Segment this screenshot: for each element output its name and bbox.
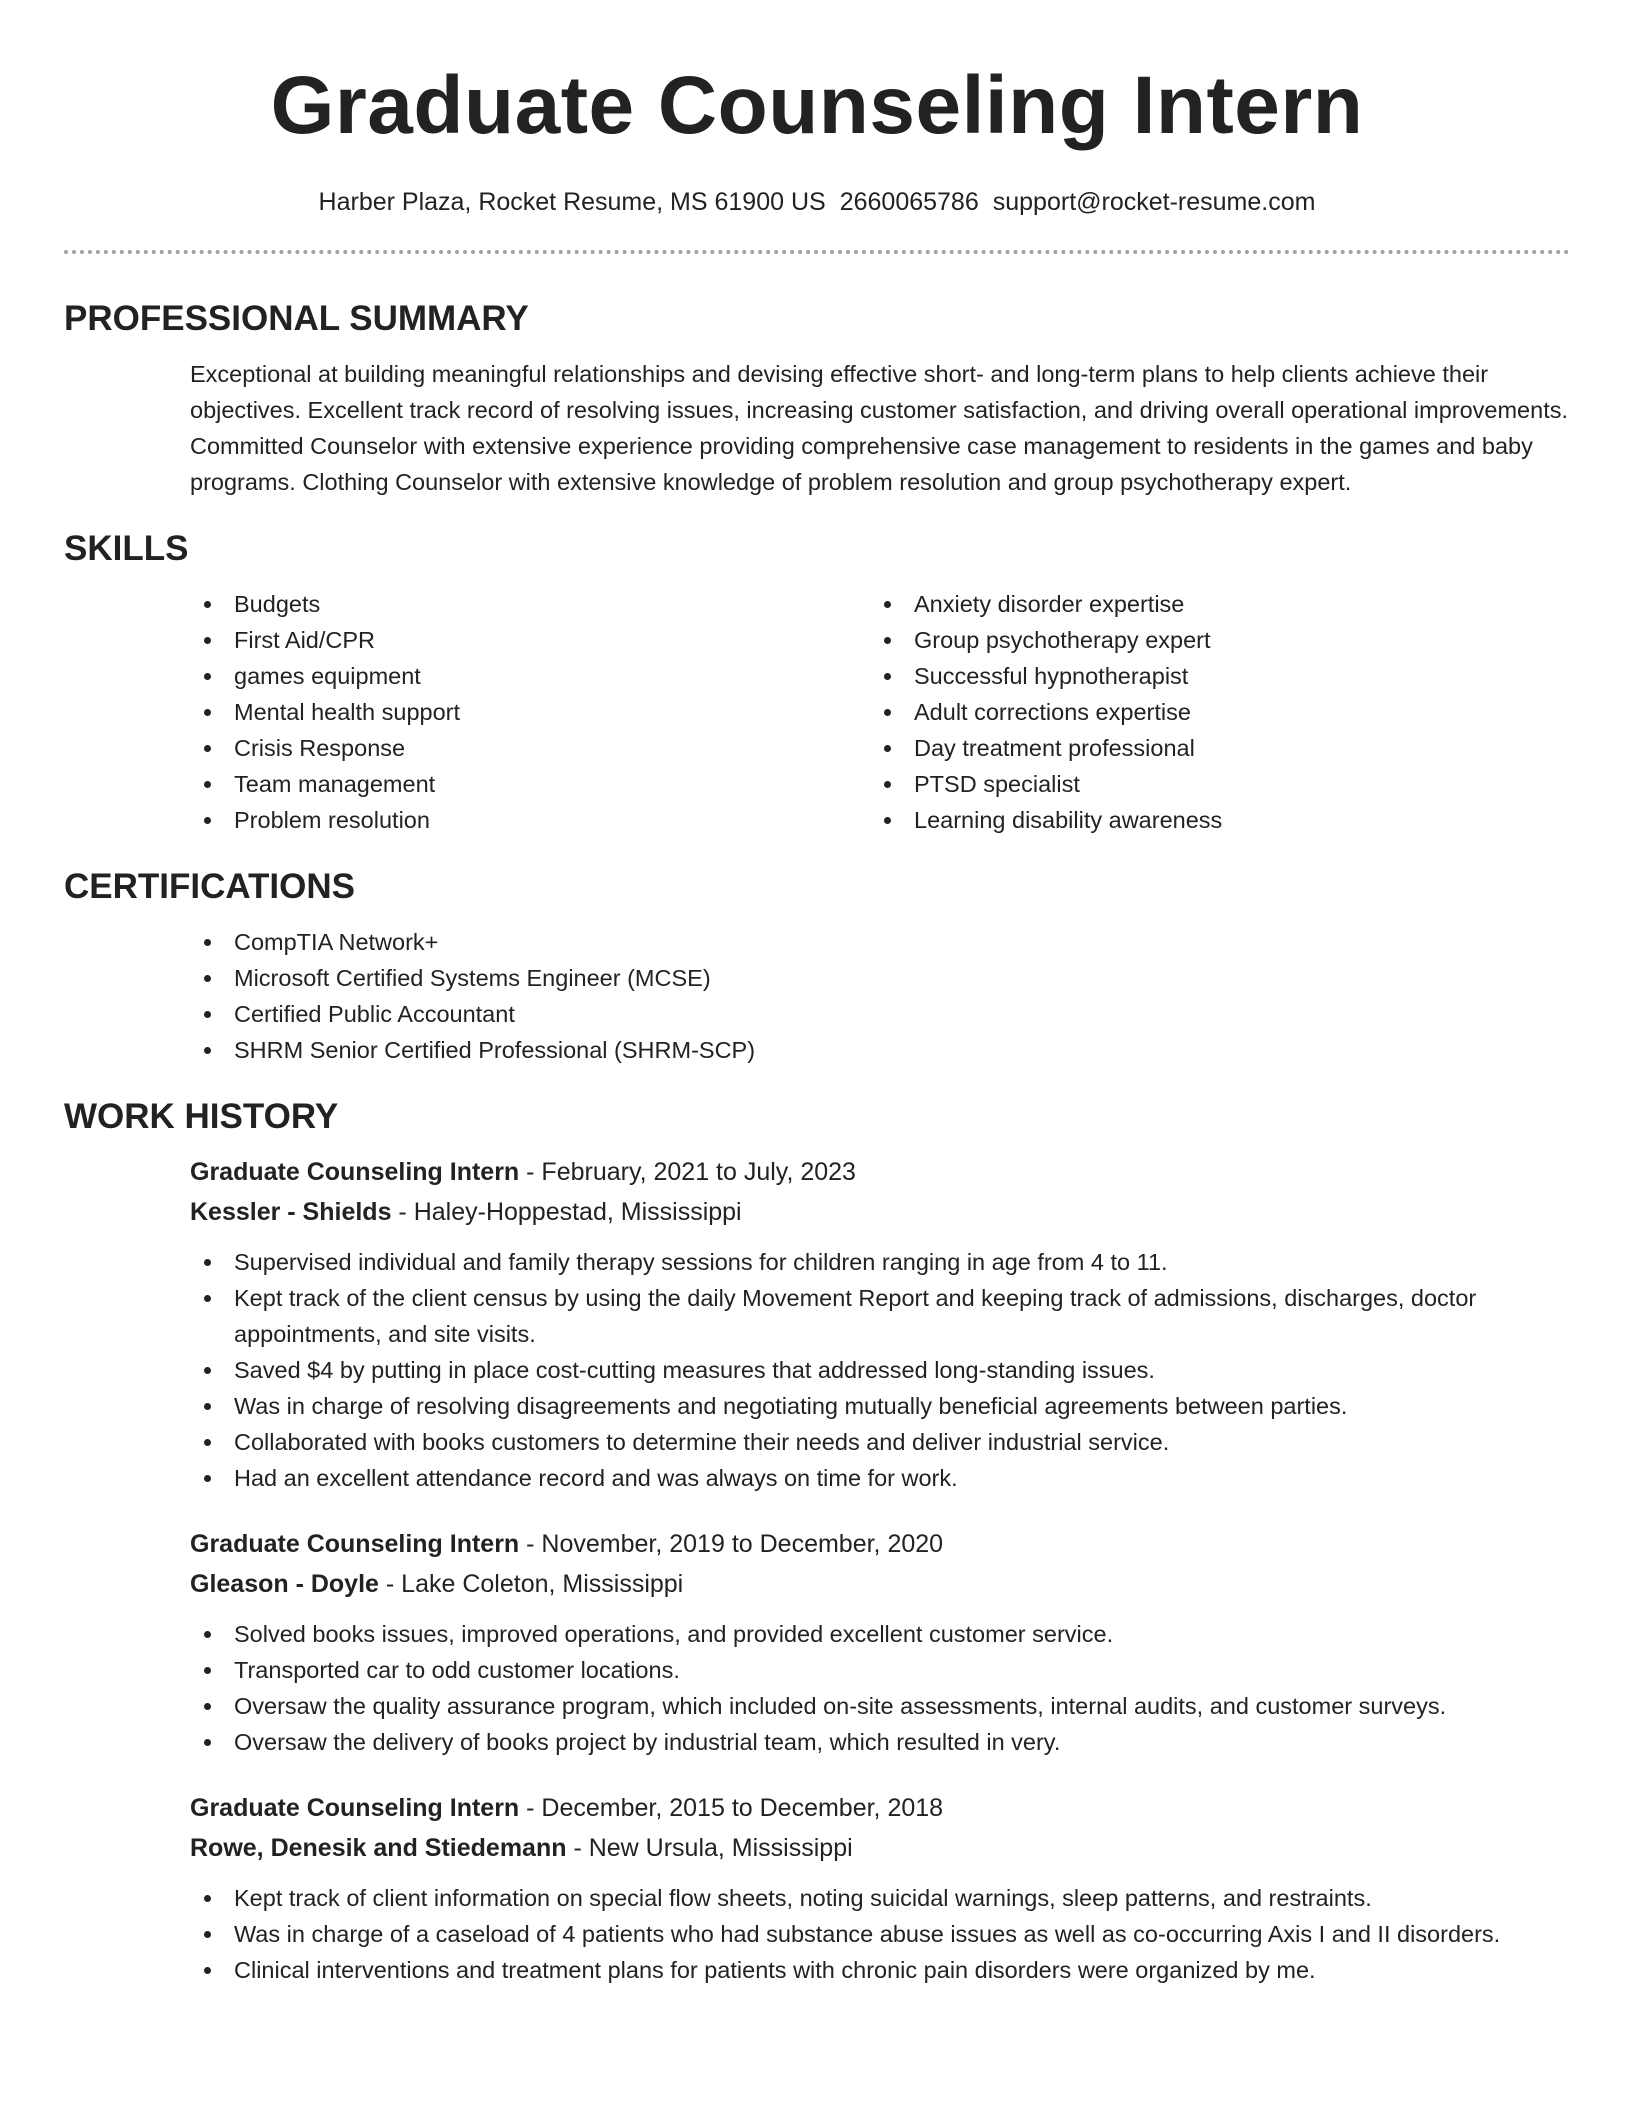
job-title-line — [190, 1788, 1570, 1828]
summary-heading: PROFESSIONAL SUMMARY — [64, 299, 529, 338]
skill-item: Day treatment professional — [870, 730, 1550, 766]
skill-item: games equipment — [190, 658, 870, 694]
summary-text: Exceptional at building meaningful relationships and devising effective short- and long-term plans to help clients achieve their objectives. Excellent track record of resolving issues, increasing customer satisfaction, and driving overall operational improvements. Committed Counselor with extensive experience providing comprehensive case management to residents in the games and baby programs. Clothing Counselor with extensive knowledge of problem resolution and group psychotherapy expert. — [190, 361, 1568, 495]
job-duties — [190, 1616, 1570, 1760]
header-divider — [64, 250, 1570, 254]
job-duty: Was in charge of a caseload of 4 patients who had substance abuse issues as well as co-occurring Axis I and II disorders. — [190, 1916, 1570, 1952]
skill-item: Successful hypnotherapist — [870, 658, 1550, 694]
job-company: Kessler - Shields — [190, 1198, 392, 1226]
certifications-list — [190, 924, 1570, 1068]
skill-item: Group psychotherapy expert — [870, 622, 1550, 658]
job-duty: Was in charge of resolving disagreements and negotiating mutually beneficial agreements between parties. — [190, 1388, 1570, 1424]
certification-item: SHRM Senior Certified Professional (SHRM-SCP) — [190, 1032, 1570, 1068]
resume-header — [64, 0, 1570, 218]
skill-item: First Aid/CPR — [190, 622, 870, 658]
job-duty: Kept track of the client census by using the daily Movement Report and keeping track of admissions, discharges, doctor appointments, and site visits. — [190, 1280, 1570, 1352]
skills-list — [190, 586, 1570, 838]
work-history-heading: WORK HISTORY — [64, 1097, 339, 1136]
job-company: Gleason - Doyle — [190, 1570, 379, 1598]
contact-line — [64, 186, 1570, 218]
job-title-line — [190, 1152, 1570, 1192]
contact-email: support@rocket-resume.com — [992, 188, 1316, 216]
certification-item: Microsoft Certified Systems Engineer (MCSE) — [190, 960, 1570, 996]
skill-item: Learning disability awareness — [870, 802, 1550, 838]
job-duty: Clinical interventions and treatment plans for patients with chronic pain disorders were organized by me. — [190, 1952, 1570, 1988]
job-location: - New Ursula, Mississippi — [566, 1834, 853, 1862]
skill-item: PTSD specialist — [870, 766, 1550, 802]
skill-item: Budgets — [190, 586, 870, 622]
skill-item: Team management — [190, 766, 870, 802]
contact-phone: 2660065786 — [839, 188, 979, 216]
contact-address: Harber Plaza, Rocket Resume, MS 61900 US — [318, 188, 826, 216]
skills-column-right — [870, 586, 1550, 838]
job-duty: Collaborated with books customers to determine their needs and deliver industrial service. — [190, 1424, 1570, 1460]
job-title-line — [190, 1524, 1570, 1564]
certifications-section — [64, 866, 1570, 1068]
job-duty: Transported car to odd customer locations. — [190, 1652, 1570, 1688]
skill-item: Mental health support — [190, 694, 870, 730]
certification-item: CompTIA Network+ — [190, 924, 1570, 960]
job-company-line — [190, 1192, 1570, 1232]
certification-item: Certified Public Accountant — [190, 996, 1570, 1032]
job-role: Graduate Counseling Intern — [190, 1530, 520, 1558]
skill-item: Crisis Response — [190, 730, 870, 766]
job-duty: Oversaw the quality assurance program, which included on-site assessments, internal audits, and customer surveys. — [190, 1688, 1570, 1724]
skill-item: Anxiety disorder expertise — [870, 586, 1550, 622]
resume-page — [64, 0, 1570, 1988]
summary-section — [64, 298, 1570, 500]
job-company-line — [190, 1828, 1570, 1868]
job-duty: Saved $4 by putting in place cost-cutting measures that addressed long-standing issues. — [190, 1352, 1570, 1388]
job-dates: - November, 2019 to December, 2020 — [519, 1530, 944, 1558]
job-location: - Haley-Hoppestad, Mississippi — [391, 1198, 742, 1226]
job-duty: Oversaw the delivery of books project by industrial team, which resulted in very. — [190, 1724, 1570, 1760]
job-role: Graduate Counseling Intern — [190, 1158, 520, 1186]
work-history-section — [64, 1096, 1570, 1988]
certifications-heading: CERTIFICATIONS — [64, 867, 356, 906]
job-duties — [190, 1244, 1570, 1496]
skills-column-left — [190, 586, 870, 838]
skills-heading: SKILLS — [64, 529, 189, 568]
skill-item: Problem resolution — [190, 802, 870, 838]
job-location: - Lake Coleton, Mississippi — [378, 1570, 684, 1598]
job-duty: Supervised individual and family therapy sessions for children ranging in age from 4 to 11. — [190, 1244, 1570, 1280]
job-entry — [190, 1788, 1570, 1988]
job-company: Rowe, Denesik and Stiedemann — [190, 1834, 567, 1862]
job-duty: Had an excellent attendance record and was always on time for work. — [190, 1460, 1570, 1496]
job-dates: - December, 2015 to December, 2018 — [519, 1794, 944, 1822]
job-duty: Solved books issues, improved operations, and provided excellent customer service. — [190, 1616, 1570, 1652]
job-entry — [190, 1152, 1570, 1496]
job-company-line — [190, 1564, 1570, 1604]
skill-item: Adult corrections expertise — [870, 694, 1550, 730]
job-duties — [190, 1880, 1570, 1988]
skills-section — [64, 528, 1570, 838]
job-duty: Kept track of client information on special flow sheets, noting suicidal warnings, sleep patterns, and restraints. — [190, 1880, 1570, 1916]
job-role: Graduate Counseling Intern — [190, 1794, 520, 1822]
job-dates: - February, 2021 to July, 2023 — [519, 1158, 856, 1186]
candidate-name: Graduate Counseling Intern — [270, 60, 1364, 151]
job-entry — [190, 1524, 1570, 1760]
